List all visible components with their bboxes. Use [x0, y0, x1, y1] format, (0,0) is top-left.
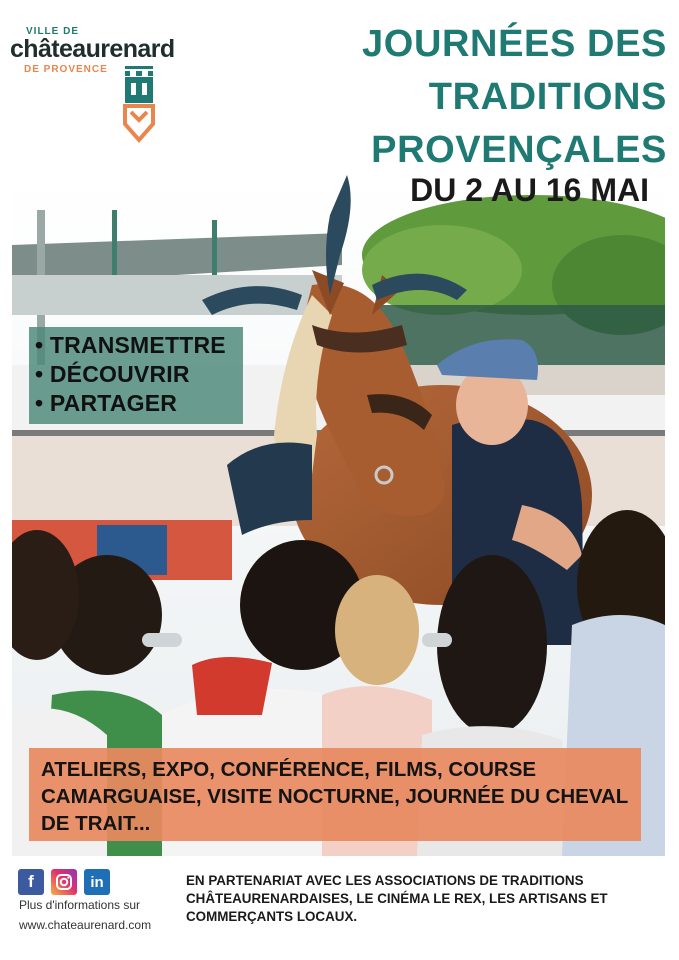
title-line-3: PROVENÇALES	[371, 129, 667, 171]
instagram-icon[interactable]	[51, 869, 77, 895]
title-line-1: JOURNÉES DES	[362, 23, 667, 65]
value-item: • PARTAGER	[35, 390, 178, 416]
city-crest-icon	[119, 64, 159, 144]
more-info-label: Plus d'informations sur	[19, 898, 141, 912]
event-dates: DU 2 AU 16 MAI	[410, 172, 649, 208]
value-item: • TRANSMETTRE	[35, 332, 226, 358]
page-title	[362, 18, 667, 177]
logo-ville-de: VILLE DE	[26, 26, 80, 37]
facebook-icon[interactable]: f	[18, 869, 44, 895]
logo-city-name: châteaurenard	[10, 35, 175, 63]
events-box	[29, 748, 641, 841]
events-text: ATELIERS, EXPO, CONFÉRENCE, FILMS, COURSE CAMARGUAISE, VISITE NOCTURNE, JOURNÉE DU CHEVAL DE TRAIT...	[41, 758, 628, 835]
social-links	[18, 869, 110, 895]
values-box	[29, 327, 243, 424]
title-line-2: TRADITIONS	[428, 76, 667, 118]
website-link[interactable]: www.chateaurenard.com	[19, 918, 152, 932]
partners-text: EN PARTENARIAT AVEC LES ASSOCIATIONS DE TRADITIONS CHÂTEAURENARDAISES, LE CINÉMA LE REX, LES ARTISANS ET COMMERÇANTS LOCAUX.	[186, 873, 608, 924]
linkedin-icon[interactable]: in	[84, 869, 110, 895]
logo-region: DE PROVENCE	[24, 64, 108, 75]
value-item: • DÉCOUVRIR	[35, 361, 190, 387]
